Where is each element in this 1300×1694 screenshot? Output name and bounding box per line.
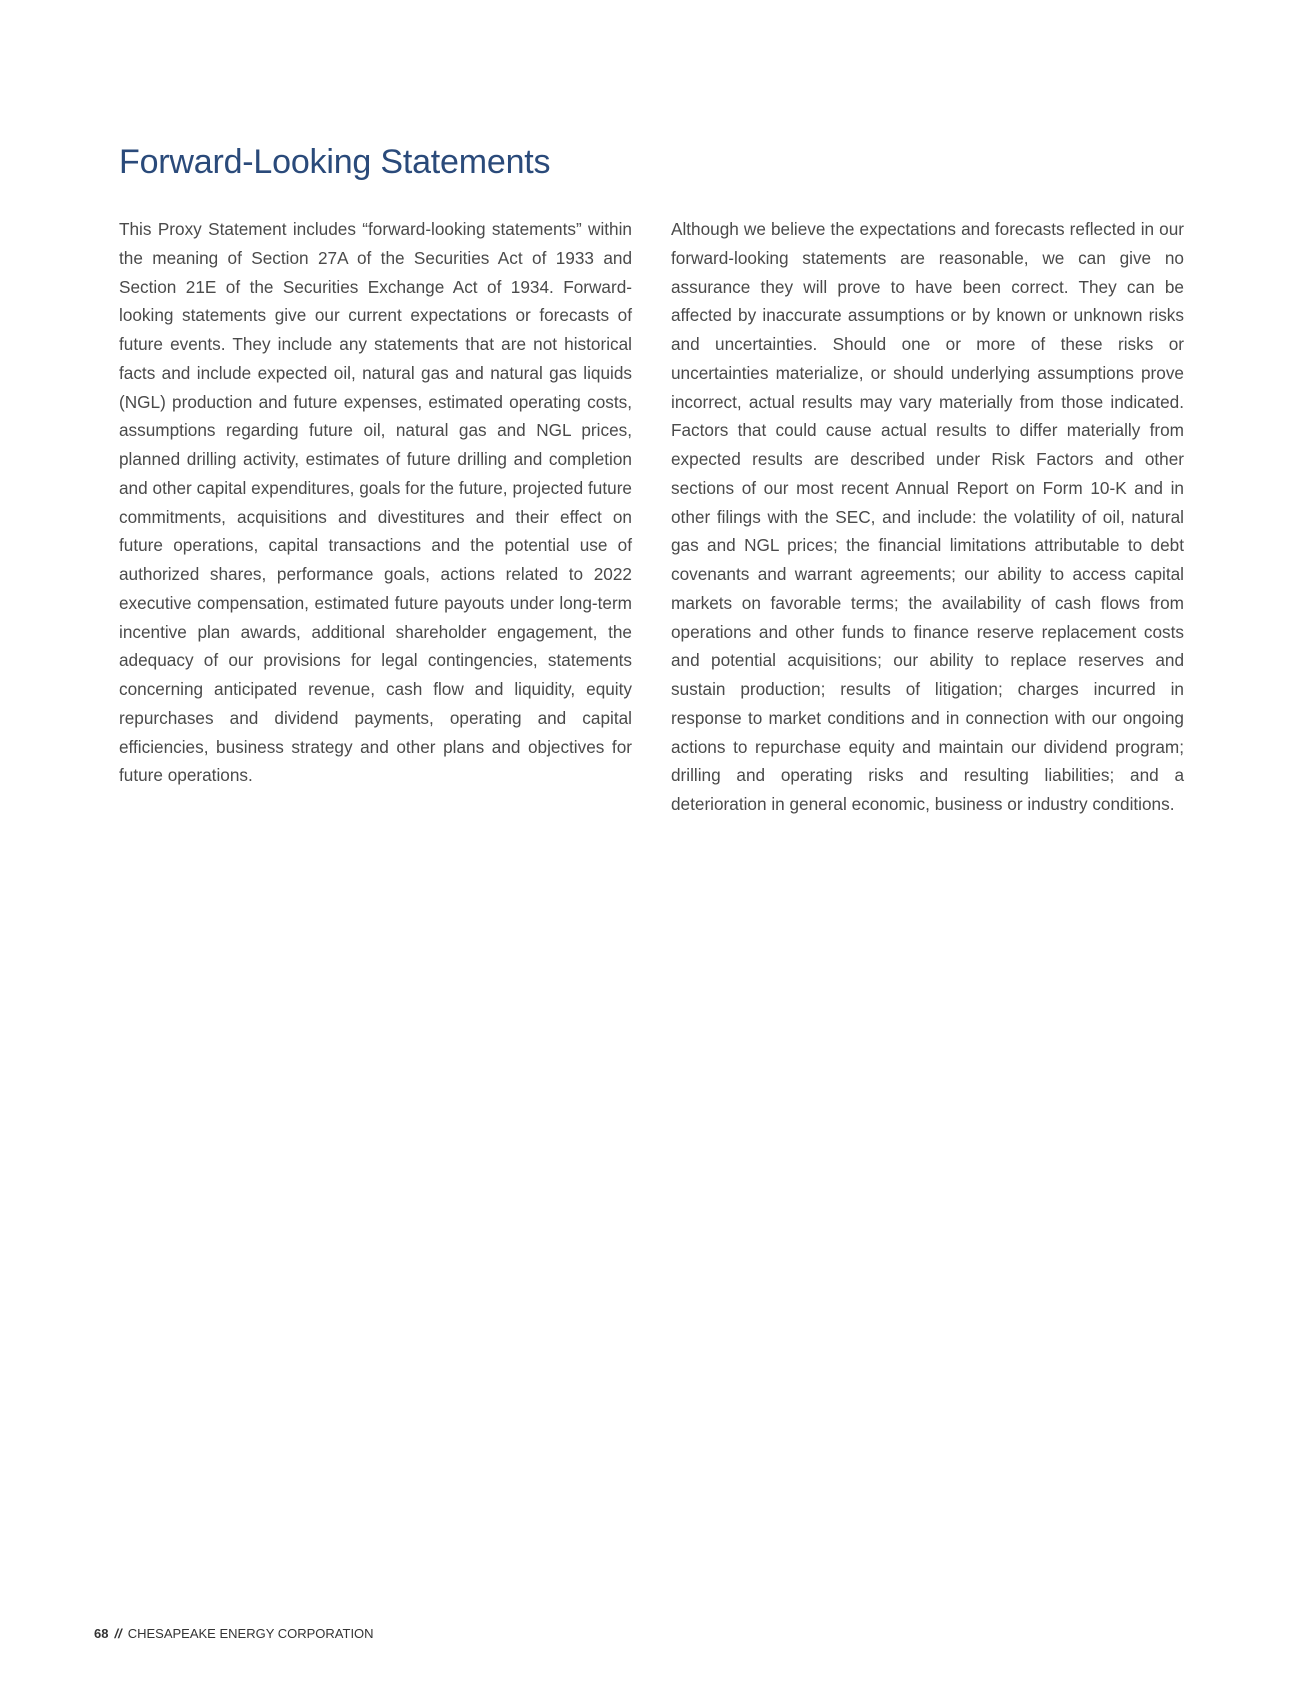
footer-company-name: CHESAPEAKE ENERGY CORPORATION <box>127 1626 374 1641</box>
page-footer <box>94 1625 374 1643</box>
body-column-right: Although we believe the expectations and forecasts reflected in our forward-looking statements are reasonable, we can give no assurance they will prove to have been correct. They can be affected by inaccurate assumptions or by known or unknown risks and uncertainties. Should one or more of these risks or uncertainties materialize, or should underlying assumptions prove incorrect, actual results may vary materially from those indicated. Factors that could cause actual results to differ materially from expected results are described under Risk Factors and other sections of our most recent Annual Report on Form 10-K and in other filings with the SEC, and include: the volatility of oil, natural gas and NGL prices; the financial limitations attributable to debt covenants and warrant agreements; our ability to access capital markets on favorable terms; the availability of cash flows from operations and other funds to finance reserve replacement costs and potential acquisitions; our ability to replace reserves and sustain production; results of litigation; charges incurred in response to market conditions and in connection with our ongoing actions to repurchase equity and maintain our dividend program; drilling and operating risks and resulting liabilities; and a deterioration in general economic, business or industry conditions. <box>671 219 1184 814</box>
page-number: 68 <box>94 1626 109 1641</box>
body-column-left: This Proxy Statement includes “forward-looking statements” within the meaning of Section 27A of the Securities Act of 1933 and Section 21E of the Securities Exchange Act of 1934. Forward-looking statements give our current expectations or forecasts of future events. They include any statements that are not historical facts and include expected oil, natural gas and natural gas liquids (NGL) production and future expenses, estimated operating costs, assumptions regarding future oil, natural gas and NGL prices, planned drilling activity, estimates of future drilling and completion and other capital expenditures, goals for the future, projected future commitments, acquisitions and divestitures and their effect on future operations, capital transactions and the potential use of authorized shares, performance goals, actions related to 2022 executive compensation, estimated future payouts under long-term incentive plan awards, additional shareholder engagement, the adequacy of our provisions for legal contingencies, statements concerning anticipated revenue, cash flow and liquidity, equity repurchases and dividend payments, operating and capital efficiencies, business strategy and other plans and objectives for future operations. <box>119 219 632 786</box>
page-title: Forward-Looking Statements <box>119 143 551 181</box>
footer-separator: // <box>114 1626 122 1641</box>
